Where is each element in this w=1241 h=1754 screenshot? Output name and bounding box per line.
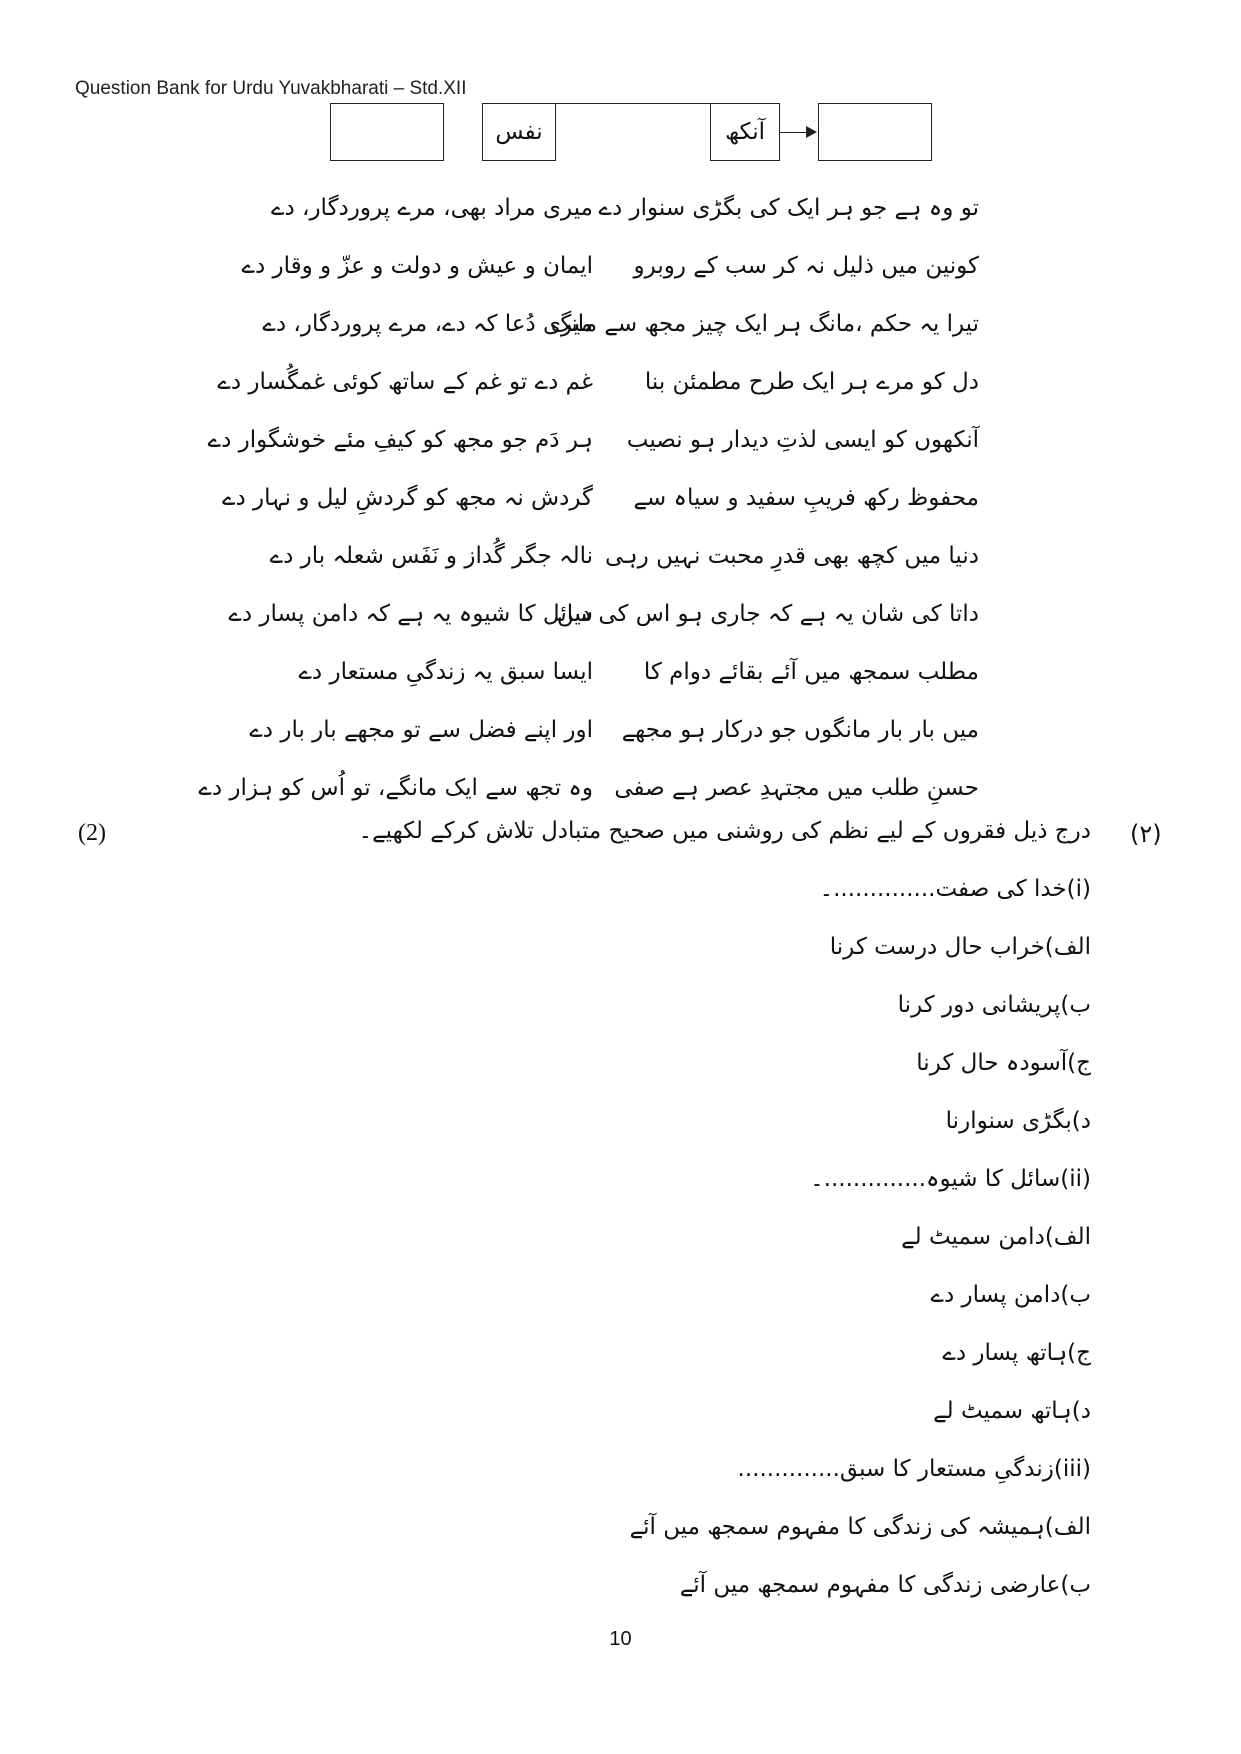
poem-line-left: ایمان و عیش و دولت و عزّ و وقار دے xyxy=(241,253,593,279)
poem-line-left: گردش نہ مجھ کو گردشِ لیل و نہار دے xyxy=(222,485,593,511)
question-option: د)بگڑی سنوارنا xyxy=(945,1108,1091,1134)
poem-line-right: حسنِ طلب میں مجتہدِ عصر ہے صفی xyxy=(614,775,979,801)
question-option: ب)پریشانی دور کرنا xyxy=(897,992,1091,1018)
poem-line-right: میں بار بار مانگوں جو درکار ہو مجھے xyxy=(621,717,979,743)
word-diagram xyxy=(0,0,1241,170)
poem-line-left: اور اپنے فضل سے تو مجھے بار بار دے xyxy=(249,717,593,743)
poem-line-left: میری دُعا کہ دے، مرے پروردگار، دے xyxy=(262,311,593,337)
poem-line-right: داتا کی شان یہ ہے کہ جاری ہو اس کی دین xyxy=(556,601,979,627)
poem-line-right: تیرا یہ حکم ،مانگ ہر ایک چیز مجھ سے مانگ xyxy=(550,311,979,337)
question-option: ج)ہاتھ پسار دے xyxy=(942,1340,1091,1366)
poem-line-left: میری مراد بھی، مرے پروردگار، دے xyxy=(271,195,593,221)
poem-line-left: سائل کا شیوہ یہ ہے کہ دامن پسار دے xyxy=(228,601,593,627)
question-option: الف)ہمیشہ کی زندگی کا مفہوم سمجھ میں آئے xyxy=(629,1514,1091,1540)
question-option: الف)دامن سمیٹ لے xyxy=(901,1224,1091,1250)
diagram-box-nafs: نفس xyxy=(482,103,556,161)
diagram-box-ankh: آنکھ xyxy=(710,103,780,161)
question-option: ب)دامن پسار دے xyxy=(930,1282,1091,1308)
question-option: الف)خراب حال درست کرنا xyxy=(829,934,1091,960)
diagram-empty-box-right xyxy=(818,103,932,161)
question-option: ج)آسودہ حال کرنا xyxy=(916,1050,1091,1076)
question-option: ب)عارضی زندگی کا مفہوم سمجھ میں آئے xyxy=(679,1572,1091,1598)
poem-line-right: تو وہ ہے جو ہر ایک کی بگڑی سنوار دے xyxy=(598,195,979,221)
question-stem: (i)خدا کی صفت..............۔ xyxy=(819,876,1091,902)
poem-line-left: ہر دَم جو مجھ کو کیفِ مئے خوشگوار دے xyxy=(207,427,593,453)
question-stem: (iii)زندگیِ مستعار کا سبق.............. xyxy=(737,1456,1091,1482)
question-option: د)ہاتھ سمیٹ لے xyxy=(933,1398,1091,1424)
poem-line-left: ایسا سبق یہ زندگیِ مستعار دے xyxy=(298,659,593,685)
page-header: Question Bank for Urdu Yuvakbharati – Std.XII xyxy=(75,78,467,99)
poem-line-right: محفوظ رکھ فریبِ سفید و سیاہ سے xyxy=(633,485,979,511)
poem-line-left: وہ تجھ سے ایک مانگے، تو اُس کو ہزار دے xyxy=(198,775,593,801)
poem-line-right: دنیا میں کچھ بھی قدرِ محبت نہیں رہی xyxy=(605,543,979,569)
question-marks: (2) xyxy=(78,820,106,846)
question-number: (۲) xyxy=(1130,820,1162,848)
poem-line-right: دل کو مرے ہر ایک طرح مطمئن بنا xyxy=(644,369,979,395)
question-instruction: درج ذیل فقروں کے لیے نظم کی روشنی میں صحیح متبادل تلاش کرکے لکھیے۔ xyxy=(358,818,1091,844)
poem-line-left: غم دے تو غم کے ساتھ کوئی غمگُسار دے xyxy=(217,369,593,395)
poem-line-right: آنکھوں کو ایسی لذتِ دیدار ہو نصیب xyxy=(626,427,979,453)
diagram-empty-box-left xyxy=(330,103,444,161)
poem-line-right: مطلب سمجھ میں آئے بقائے دوام کا xyxy=(643,659,979,685)
question-stem: (ii)سائل کا شیوہ..............۔ xyxy=(810,1166,1091,1192)
arrow-head-icon xyxy=(806,126,817,138)
poem-line-left: نالہ جگر گُداز و نَفَس شعلہ بار دے xyxy=(269,543,593,569)
page-number: 10 xyxy=(609,1628,632,1650)
poem-line-right: کونین میں ذلیل نہ کر سب کے روبرو xyxy=(633,253,979,279)
